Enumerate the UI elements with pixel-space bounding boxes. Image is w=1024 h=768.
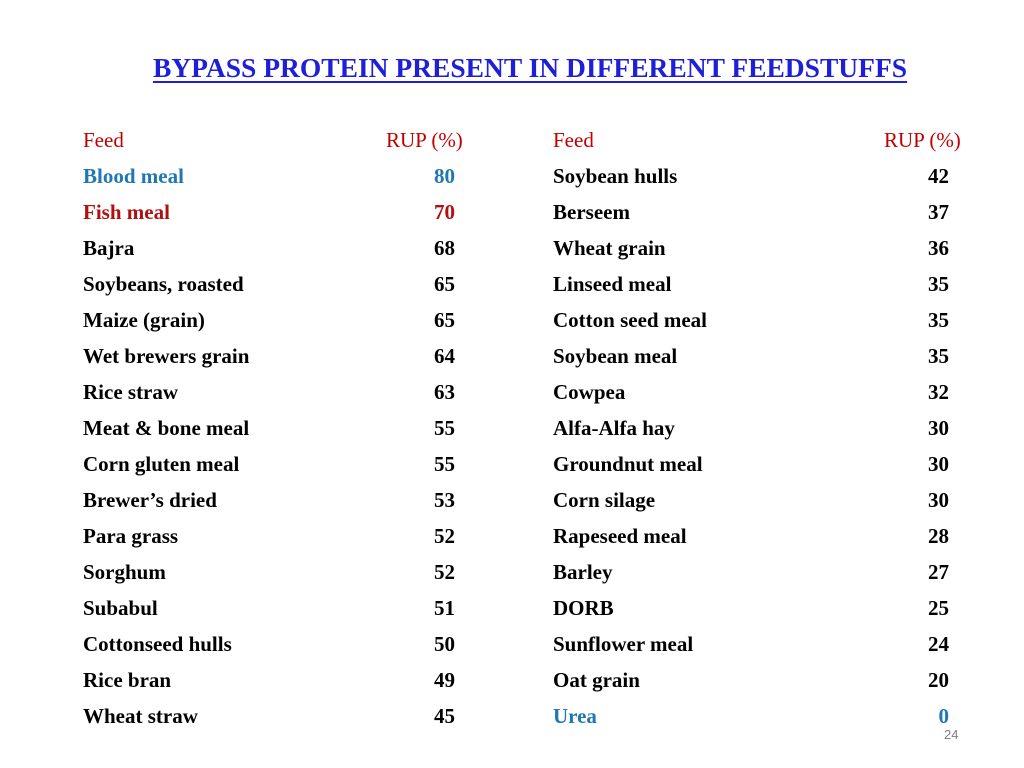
rup-value: 53	[434, 488, 455, 512]
table-row	[553, 164, 993, 200]
rup-value: 68	[434, 236, 455, 260]
rup-value: 30	[928, 452, 949, 476]
table-row	[553, 668, 993, 704]
rup-value: 70	[434, 200, 455, 224]
rup-value: 24	[928, 632, 949, 656]
feed-name: Wheat straw	[83, 704, 198, 728]
table-row	[83, 308, 503, 344]
feed-name: Rapeseed meal	[553, 524, 687, 548]
feed-name: Corn gluten meal	[83, 452, 240, 476]
rup-value: 51	[434, 596, 455, 620]
table-row	[553, 704, 993, 740]
table-row	[83, 416, 503, 452]
rup-value: 52	[434, 524, 455, 548]
table-row	[83, 164, 503, 200]
left-table	[83, 128, 503, 740]
feed-name: Alfa-Alfa hay	[553, 416, 675, 440]
rup-value: 37	[928, 200, 949, 224]
rup-value: 64	[434, 344, 455, 368]
feed-name: Maize (grain)	[83, 308, 205, 332]
rup-value: 52	[434, 560, 455, 584]
table-row	[83, 380, 503, 416]
table-row	[83, 488, 503, 524]
table-row	[553, 488, 993, 524]
feed-name: Rice bran	[83, 668, 172, 692]
table-row	[83, 236, 503, 272]
table-row	[553, 452, 993, 488]
rup-value: 35	[928, 272, 949, 296]
feed-name: DORB	[553, 596, 614, 620]
rup-value: 35	[928, 308, 949, 332]
feed-name: Groundnut meal	[553, 452, 703, 476]
rup-column-header: RUP (%)	[884, 128, 961, 152]
rup-value: 25	[928, 596, 949, 620]
rup-value: 30	[928, 488, 949, 512]
feed-column-header: Feed	[83, 128, 124, 152]
table-row	[83, 524, 503, 560]
table-row	[83, 668, 503, 704]
table-row	[83, 704, 503, 740]
feed-name: Cottonseed hulls	[83, 632, 232, 656]
rup-value: 65	[434, 308, 455, 332]
feed-name: Fish meal	[83, 200, 170, 224]
rup-value: 28	[928, 524, 949, 548]
table-row	[553, 380, 993, 416]
feed-name: Sorghum	[83, 560, 166, 584]
table-row	[553, 200, 993, 236]
feed-name: Wheat grain	[553, 236, 666, 260]
rup-value: 27	[928, 560, 949, 584]
rup-value: 45	[434, 704, 455, 728]
feed-name: Blood meal	[83, 164, 184, 188]
rup-value: 65	[434, 272, 455, 296]
feed-name: Linseed meal	[553, 272, 672, 296]
rup-column-header: RUP (%)	[386, 128, 463, 152]
feed-name: Soybean meal	[553, 344, 678, 368]
rup-value: 50	[434, 632, 455, 656]
feed-name: Oat grain	[553, 668, 640, 692]
feed-name: Corn silage	[553, 488, 656, 512]
feed-name: Sunflower meal	[553, 632, 694, 656]
left-table-header	[83, 128, 503, 164]
table-row	[553, 596, 993, 632]
rup-value: 49	[434, 668, 455, 692]
table-row	[83, 560, 503, 596]
table-row	[553, 416, 993, 452]
table-row	[553, 632, 993, 668]
feed-name: Brewer’s dried	[83, 488, 217, 512]
feed-name: Soybean hulls	[553, 164, 678, 188]
right-table-header	[553, 128, 993, 164]
rup-value: 36	[928, 236, 949, 260]
feed-name: Para grass	[83, 524, 179, 548]
table-row	[553, 308, 993, 344]
slide-number: 24	[944, 727, 959, 742]
feed-name: Rice straw	[83, 380, 179, 404]
feed-name: Berseem	[553, 200, 630, 224]
feed-name: Cowpea	[553, 380, 626, 404]
table-row	[83, 200, 503, 236]
rup-value: 80	[434, 164, 455, 188]
feed-name: Soybeans, roasted	[83, 272, 244, 296]
table-row	[83, 632, 503, 668]
rup-value: 0	[938, 704, 949, 728]
table-row	[553, 560, 993, 596]
rup-value: 35	[928, 344, 949, 368]
rup-value: 63	[434, 380, 455, 404]
feed-name: Wet brewers grain	[83, 344, 250, 368]
table-row	[553, 236, 993, 272]
rup-value: 55	[434, 452, 455, 476]
table-row	[553, 344, 993, 380]
rup-value: 32	[928, 380, 949, 404]
right-table	[553, 128, 993, 740]
rup-value: 30	[928, 416, 949, 440]
feed-name: Cotton seed meal	[553, 308, 707, 332]
table-row	[83, 452, 503, 488]
table-row	[83, 272, 503, 308]
rup-value: 42	[928, 164, 949, 188]
feed-name: Meat & bone meal	[83, 416, 250, 440]
page-title: BYPASS PROTEIN PRESENT IN DIFFERENT FEEDSTUFFS	[152, 52, 908, 83]
rup-value: 20	[928, 668, 949, 692]
rup-value: 55	[434, 416, 455, 440]
feed-name: Bajra	[83, 236, 135, 260]
table-row	[553, 524, 993, 560]
feed-name: Subabul	[83, 596, 158, 620]
feed-column-header: Feed	[553, 128, 594, 152]
table-row	[83, 596, 503, 632]
feed-name: Urea	[553, 704, 597, 728]
feed-name: Barley	[553, 560, 613, 584]
table-row	[553, 272, 993, 308]
table-row	[83, 344, 503, 380]
